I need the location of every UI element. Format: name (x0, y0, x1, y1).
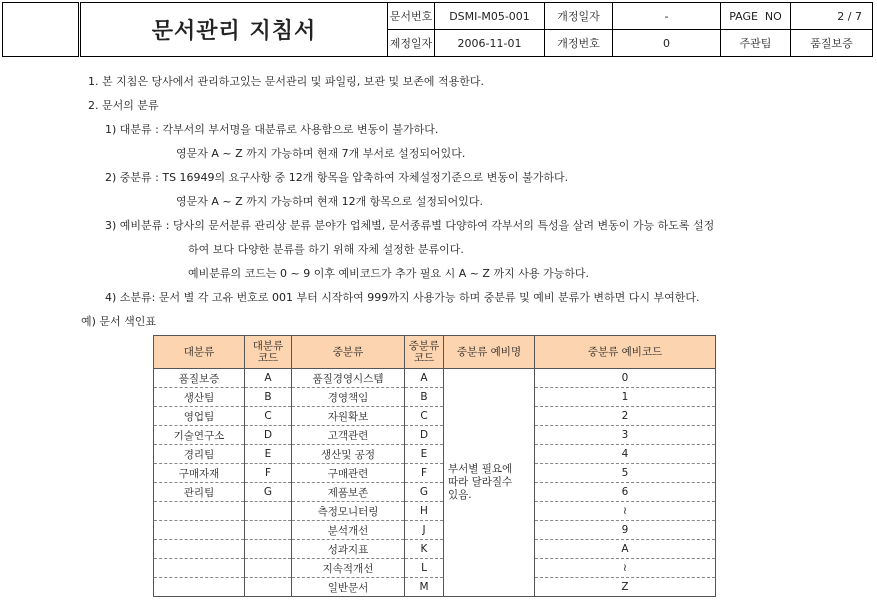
cell-major-code (245, 559, 292, 578)
cell-mid-code: E (405, 445, 444, 464)
table-row (154, 502, 716, 521)
example-caption: 예) 문서 색인표 (81, 315, 157, 328)
table-row (154, 521, 716, 540)
cell-major-code (245, 521, 292, 540)
cell-major-code: D (245, 426, 292, 445)
cell-mid: 성과지표 (292, 540, 405, 559)
cell-mid-code: K (405, 540, 444, 559)
cell-reserve-code: ≀ (535, 559, 716, 578)
table-body (154, 369, 716, 597)
cell-major-code (245, 502, 292, 521)
sub-category-text: 4) 소분류: 문서 별 각 고유 번호로 001 부터 시작하여 999까지 사용가능 하며 중분류 및 예비 분류가 변하면 다시 부여한다. (105, 291, 700, 304)
created-date-label: 제정일자 (388, 30, 435, 57)
cell-reserve-code: 6 (535, 483, 716, 502)
cell-mid: 자원확보 (292, 407, 405, 426)
page-no-value: 2 / 7 (791, 3, 873, 30)
cell-major: 기술연구소 (154, 426, 245, 445)
cell-major: 경리팀 (154, 445, 245, 464)
cell-mid-code: L (405, 559, 444, 578)
header-mid-code: 중분류 코드 (405, 336, 444, 369)
reserve-category-text: 3) 예비분류 : 당사의 문서분류 관리상 분류 분야가 업체별, 문서종류별 다양하여 각부서의 특성을 살려 변동이 가능 하도록 설정 (105, 219, 715, 232)
table-row (154, 426, 716, 445)
document-index-table (153, 335, 716, 597)
doc-no-value: DSMI-M05-001 (435, 3, 545, 30)
cell-mid-code: J (405, 521, 444, 540)
table-row (154, 464, 716, 483)
cell-reserve-code: Z (535, 578, 716, 597)
cell-reserve-code: 3 (535, 426, 716, 445)
cell-reserve-code: 9 (535, 521, 716, 540)
cell-mid-code: A (405, 369, 444, 388)
major-category-detail: 영문자 A ~ Z 까지 가능하며 현재 7개 부서로 설정되어있다. (176, 147, 466, 160)
table-row (154, 540, 716, 559)
cell-mid: 지속적개선 (292, 559, 405, 578)
header-major-code: 대분류 코드 (245, 336, 292, 369)
table-row (154, 407, 716, 426)
cell-mid: 측정모니터링 (292, 502, 405, 521)
header-reserve-name: 중분류 예비명 (444, 336, 535, 369)
cell-mid-code: H (405, 502, 444, 521)
reserve-category-cont: 하여 보다 다양한 분류를 하기 위해 자체 설정한 분류이다. (188, 243, 464, 256)
cell-reserve-code: 1 (535, 388, 716, 407)
cell-major: 영업팀 (154, 407, 245, 426)
mid-category-detail: 영문자 A ~ Z 까지 가능하며 현재 12개 항목으로 설정되어있다. (176, 195, 484, 208)
rev-no-value: 0 (613, 30, 721, 57)
table-row (154, 483, 716, 502)
cell-major (154, 559, 245, 578)
cell-major (154, 540, 245, 559)
cell-major-code: E (245, 445, 292, 464)
table-row (154, 445, 716, 464)
header-mid: 중분류 (292, 336, 405, 369)
cell-mid-code: C (405, 407, 444, 426)
cell-major: 생산팀 (154, 388, 245, 407)
table-row (154, 388, 716, 407)
table-row (154, 559, 716, 578)
reserve-category-detail: 예비분류의 코드는 0 ~ 9 이후 예비코드가 추가 필요 시 A ~ Z 까지 사용 가능하다. (188, 267, 589, 280)
header-major: 대분류 (154, 336, 245, 369)
cell-major-code (245, 578, 292, 597)
cell-mid: 품질경영시스템 (292, 369, 405, 388)
cell-reserve-code: A (535, 540, 716, 559)
cell-major-code: G (245, 483, 292, 502)
cell-reserve-code: 0 (535, 369, 716, 388)
cell-mid: 경영책임 (292, 388, 405, 407)
table-row (154, 578, 716, 597)
cell-major (154, 578, 245, 597)
table-header-row (154, 336, 716, 369)
rev-date-label: 개정일자 (545, 3, 613, 30)
cell-reserve-code: 4 (535, 445, 716, 464)
document-title: 문서관리 지침서 (80, 3, 388, 57)
cell-reserve-code: ≀ (535, 502, 716, 521)
cell-mid: 제품보존 (292, 483, 405, 502)
cell-mid: 생산및 공정 (292, 445, 405, 464)
cell-major: 관리팀 (154, 483, 245, 502)
section-1-text: 1. 본 지침은 당사에서 관리하고있는 문서관리 및 파일링, 보관 및 보존에 적용한다. (88, 75, 484, 88)
cell-mid-code: F (405, 464, 444, 483)
cell-major: 품질보증 (154, 369, 245, 388)
dept-value: 품질보증 (791, 30, 873, 57)
rev-date-value: - (613, 3, 721, 30)
cell-mid: 구매관련 (292, 464, 405, 483)
cell-major-code: F (245, 464, 292, 483)
section-2-heading: 2. 문서의 분류 (88, 99, 159, 112)
page-no-label: PAGE NO (721, 3, 791, 30)
cell-major: 구매자재 (154, 464, 245, 483)
cell-reserve-code: 2 (535, 407, 716, 426)
header-blank-cell (3, 3, 80, 57)
table-row (154, 369, 716, 388)
mid-category-text: 2) 중분류 : TS 16949의 요구사항 중 12개 항목을 압축하여 자체설정기준으로 변동이 불가하다. (105, 171, 569, 184)
cell-major-code (245, 540, 292, 559)
cell-mid-code: D (405, 426, 444, 445)
dept-label: 주관팀 (721, 30, 791, 57)
header-reserve-code: 중분류 예비코드 (535, 336, 716, 369)
cell-major (154, 502, 245, 521)
rev-no-label: 개정번호 (545, 30, 613, 57)
cell-mid: 일반문서 (292, 578, 405, 597)
doc-no-label: 문서번호 (388, 3, 435, 30)
cell-major-code: B (245, 388, 292, 407)
major-category-text: 1) 대분류 : 각부서의 부서명을 대분류로 사용함으로 변동이 불가하다. (105, 123, 439, 136)
cell-mid-code: B (405, 388, 444, 407)
cell-mid: 분석개선 (292, 521, 405, 540)
cell-mid-code: G (405, 483, 444, 502)
reserve-name-note: 부서별 필요에 따라 달라질수 있음. (444, 369, 535, 597)
cell-mid-code: M (405, 578, 444, 597)
cell-mid: 고객관련 (292, 426, 405, 445)
cell-major-code: C (245, 407, 292, 426)
created-date-value: 2006-11-01 (435, 30, 545, 57)
cell-major (154, 521, 245, 540)
document-header (2, 2, 873, 57)
cell-major-code: A (245, 369, 292, 388)
cell-reserve-code: 5 (535, 464, 716, 483)
